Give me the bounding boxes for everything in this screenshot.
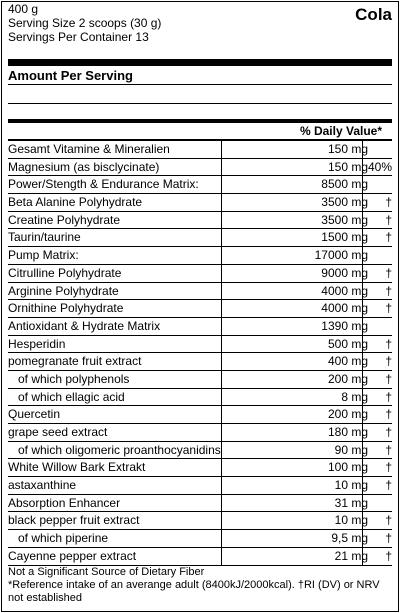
nutrient-name: of which oligomeric proanthocyanidins xyxy=(18,442,221,457)
nutrient-name: Beta Alanine Polyhydrate xyxy=(8,195,143,210)
daily-value-heading: % Daily Value* xyxy=(299,124,382,138)
nutrient-name: Ornithine Polyhydrate xyxy=(8,301,124,316)
daily-value: † xyxy=(385,478,392,493)
nutrient-name: Citrulline Polyhydrate xyxy=(8,265,122,280)
table-row xyxy=(8,229,392,247)
table-row xyxy=(8,353,392,371)
nutrient-name: Pump Matrix: xyxy=(8,248,79,263)
table-row xyxy=(8,477,392,495)
daily-value: † xyxy=(385,548,392,563)
nutrient-name: Taurin/taurine xyxy=(8,230,81,245)
nutrient-name: Hesperidin xyxy=(8,336,66,351)
net-weight: 400 g xyxy=(8,2,39,16)
daily-value: † xyxy=(385,407,392,422)
daily-value: † xyxy=(385,513,392,528)
nutrient-amount: 3500 mg xyxy=(321,212,368,227)
table-row xyxy=(8,389,392,407)
table-row xyxy=(8,424,392,442)
nutrient-amount: 4000 mg xyxy=(321,301,368,316)
nutrient-amount: 10 mg xyxy=(334,478,368,493)
daily-value: † xyxy=(385,212,392,227)
daily-value: † xyxy=(385,265,392,280)
daily-value: 40% xyxy=(367,159,392,174)
daily-value: † xyxy=(385,371,392,386)
medium-divider xyxy=(8,119,392,123)
table-row xyxy=(8,194,392,212)
nutrient-amount: 31 mg xyxy=(334,495,368,510)
nutrient-name: Absorption Enhancer xyxy=(8,495,121,510)
daily-value: † xyxy=(385,301,392,316)
daily-value: † xyxy=(385,283,392,298)
table-row xyxy=(8,442,392,460)
nutrient-name: pomegranate fruit extract xyxy=(8,354,142,369)
nutrition-facts-panel xyxy=(1,1,399,612)
nutrient-table xyxy=(8,141,392,566)
nutrient-name: Antioxidant & Hydrate Matrix xyxy=(8,318,161,333)
daily-value: † xyxy=(385,531,392,546)
table-row xyxy=(8,371,392,389)
nutrient-amount: 1390 mg xyxy=(321,318,368,333)
nutrient-name: Arginine Polyhydrate xyxy=(8,283,119,298)
table-row xyxy=(8,512,392,530)
nutrient-name: of which ellagic acid xyxy=(18,389,125,404)
nutrient-amount: 500 mg xyxy=(327,336,368,351)
thick-divider xyxy=(8,59,392,66)
nutrient-amount: 180 mg xyxy=(327,425,368,439)
nutrient-amount: 150 mg xyxy=(327,142,368,156)
table-row xyxy=(8,548,392,566)
nutrient-amount: 200 mg xyxy=(327,371,368,386)
fiber-footnote: Not a Significant Source of Dietary Fiber xyxy=(8,566,205,578)
thin-divider xyxy=(8,103,392,104)
table-row xyxy=(8,247,392,265)
table-row xyxy=(8,300,392,318)
servings-per-container: Servings Per Container 13 xyxy=(8,30,149,44)
table-row xyxy=(8,318,392,336)
nutrient-name: Creatine Polyhydrate xyxy=(8,212,121,227)
nutrient-name: grape seed extract xyxy=(8,425,108,439)
daily-value: † xyxy=(385,425,392,439)
nutrient-amount: 9000 mg xyxy=(321,265,368,280)
nutrient-name: Gesamt Vitamine & Mineralien xyxy=(8,142,170,156)
nutrient-name: Cayenne pepper extract xyxy=(8,548,137,563)
nutrient-amount: 9,5 mg xyxy=(331,531,368,546)
nutrient-amount: 21 mg xyxy=(334,548,368,563)
table-row xyxy=(8,212,392,230)
nutrient-name: of which polyphenols xyxy=(18,371,130,386)
nutrient-name: Magnesium (as bisclycinate) xyxy=(8,159,160,174)
nutrient-amount: 100 mg xyxy=(327,460,368,475)
thin-divider xyxy=(8,84,392,85)
nutrient-name: black pepper fruit extract xyxy=(8,513,140,528)
nutrient-amount: 1500 mg xyxy=(321,230,368,245)
nutrient-name: White Willow Bark Extrakt xyxy=(8,460,146,475)
nutrient-amount: 150 mg xyxy=(327,159,368,174)
nutrient-amount: 200 mg xyxy=(327,407,368,422)
footnotes xyxy=(8,566,392,605)
table-row xyxy=(8,495,392,513)
nutrient-name: Power/Stength & Endurance Matrix: xyxy=(8,177,199,192)
table-row xyxy=(8,530,392,548)
nutrient-amount: 3500 mg xyxy=(321,195,368,210)
serving-size: Serving Size 2 scoops (30 g) xyxy=(8,16,162,30)
nutrient-amount: 10 mg xyxy=(334,513,368,528)
daily-value: † xyxy=(385,389,392,404)
daily-value: † xyxy=(385,442,392,457)
daily-value-header xyxy=(8,124,392,139)
table-row xyxy=(8,265,392,283)
nutrient-amount: 4000 mg xyxy=(321,283,368,298)
table-row xyxy=(8,141,392,159)
daily-value: † xyxy=(385,460,392,475)
nutrient-name: astaxanthine xyxy=(8,478,77,493)
nutrient-amount: 400 mg xyxy=(327,354,368,369)
nutrient-amount: 17000 mg xyxy=(314,248,368,263)
flavor-name: Cola xyxy=(355,5,392,24)
table-row xyxy=(8,406,392,424)
reference-footnote: *Reference intake of an averange adult (8400kJ/2000kcal). †RI (DV) or NRV not established xyxy=(8,579,380,604)
daily-value: † xyxy=(385,354,392,369)
nutrient-amount: 90 mg xyxy=(334,442,368,457)
amount-per-serving-heading: Amount Per Serving xyxy=(8,68,133,83)
nutrient-name: Quercetin xyxy=(8,407,61,422)
nutrient-name: of which piperine xyxy=(18,531,109,546)
table-row xyxy=(8,159,392,177)
nutrient-amount: 8 mg xyxy=(341,389,368,404)
daily-value: † xyxy=(385,336,392,351)
table-row xyxy=(8,283,392,301)
nutrient-amount: 8500 mg xyxy=(321,177,368,192)
table-row xyxy=(8,176,392,194)
daily-value: † xyxy=(385,195,392,210)
daily-value: † xyxy=(385,230,392,245)
table-row xyxy=(8,459,392,477)
label-header xyxy=(8,2,392,44)
table-row xyxy=(8,336,392,354)
